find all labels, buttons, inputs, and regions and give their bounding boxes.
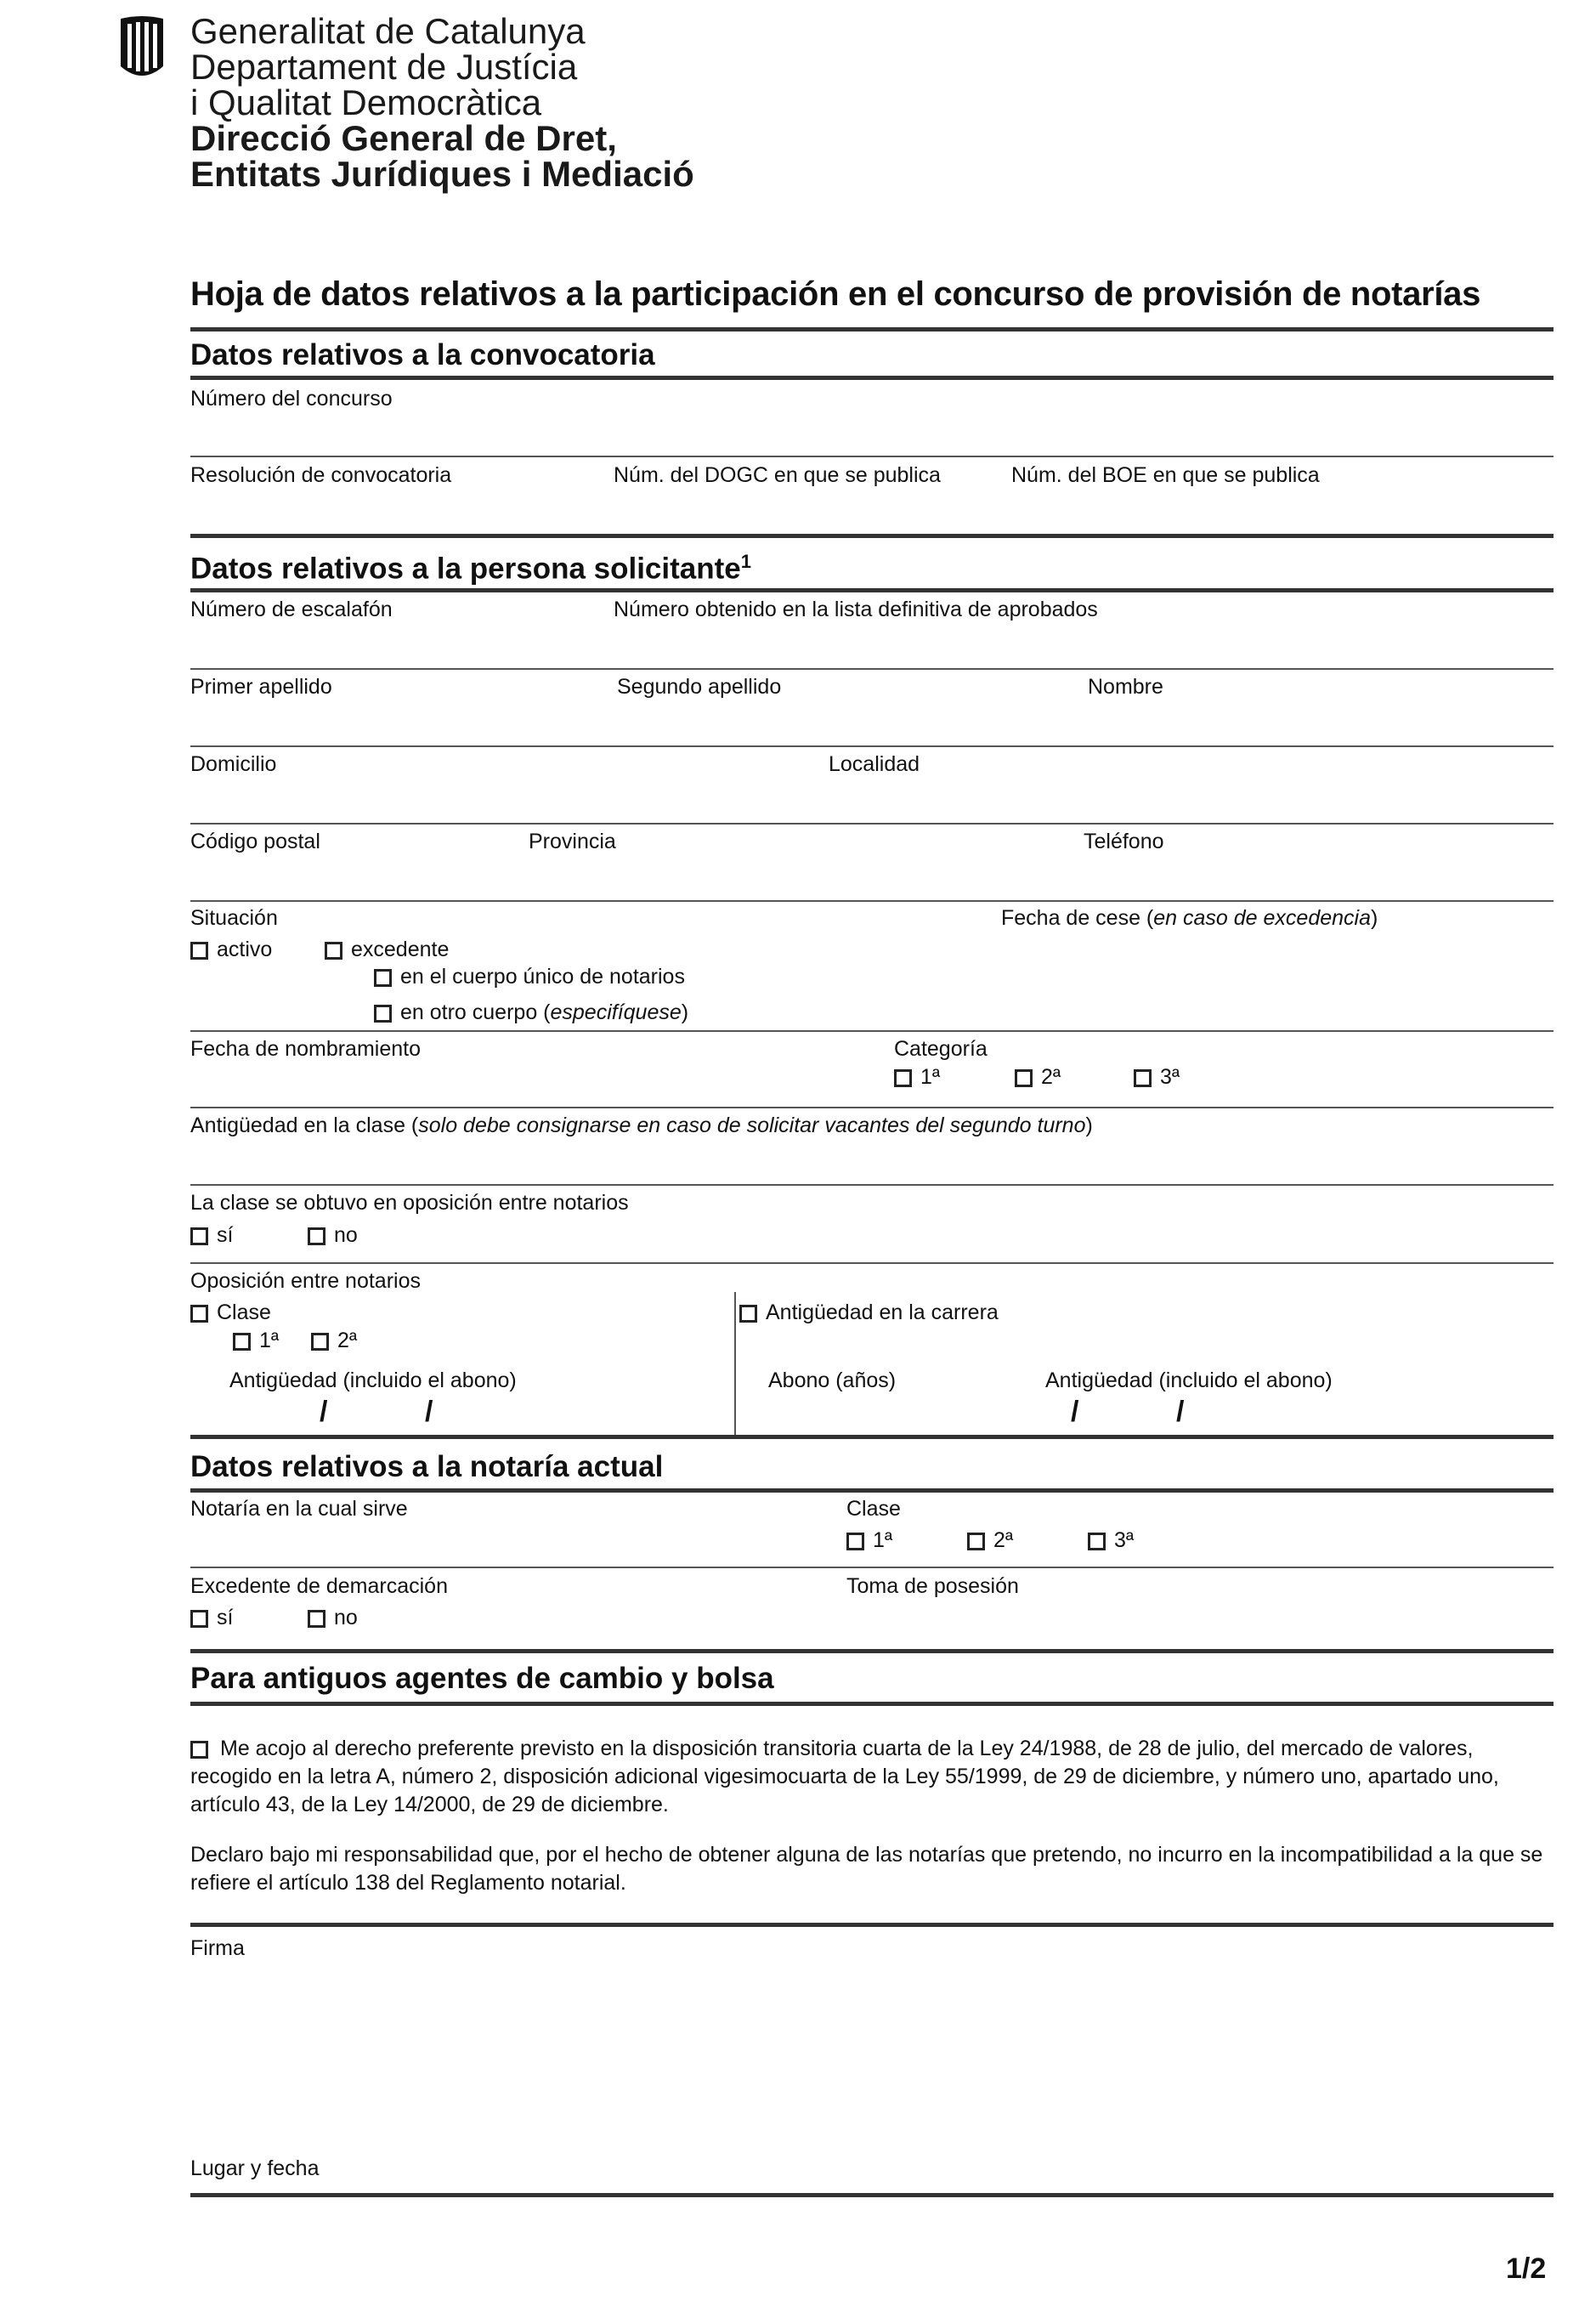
org-line-2: Departament de Justícia: [190, 47, 578, 87]
excedente-no-checkbox[interactable]: no: [308, 1606, 358, 1630]
antiguedad-abono-label: Antigüedad (incluido el abono): [229, 1368, 517, 1392]
oposicion-notarios-label: Oposición entre notarios: [190, 1269, 421, 1293]
section-heading-agentes: Para antiguos agentes de cambio y bolsa: [190, 1662, 774, 1695]
field-line[interactable]: [190, 1030, 1554, 1032]
clase-oposicion-label: La clase se obtuvo en oposición entre notarios: [190, 1191, 629, 1215]
dogc-label: Núm. del DOGC en que se publica: [614, 463, 941, 487]
direction-line-2: Entitats Jurídiques i Mediació: [190, 154, 694, 194]
field-line[interactable]: [190, 900, 1554, 902]
abono-anos-label: Abono (años): [768, 1368, 897, 1392]
fecha-cese-label: Fecha de cese (en caso de excedencia): [1001, 906, 1378, 930]
numero-concurso-label: Número del concurso: [190, 387, 393, 411]
date-separator: /: [425, 1396, 433, 1428]
resolucion-label: Resolución de convocatoria: [190, 463, 452, 487]
organization-header: [190, 11, 694, 194]
page-number: 1/2: [1506, 2252, 1547, 2285]
excedente-si-checkbox[interactable]: sí: [190, 1606, 233, 1630]
date-separator: /: [1176, 1396, 1185, 1428]
primer-apellido-label: Primer apellido: [190, 675, 332, 699]
declaracion-text: Declaro bajo mi responsabilidad que, por el hecho de obtener alguna de las notarías que pretendo, no incurro en la incompatibilidad a la que se refiere el artículo 138 del Reglamento notarial.: [190, 1843, 1543, 1895]
divider: [190, 1649, 1554, 1653]
cuerpo-unico-checkbox[interactable]: en el cuerpo único de notarios: [374, 965, 685, 989]
clase-1-checkbox[interactable]: 1ª: [233, 1329, 279, 1353]
categoria-2-checkbox[interactable]: 2ª: [1015, 1065, 1061, 1090]
column-divider: [734, 1292, 736, 1435]
nombre-label: Nombre: [1088, 675, 1163, 699]
categoria-1-checkbox[interactable]: 1ª: [894, 1065, 940, 1090]
section-heading-notaria: Datos relativos a la notaría actual: [190, 1450, 664, 1483]
field-line[interactable]: [190, 456, 1554, 457]
divider: [190, 534, 1554, 538]
localidad-label: Localidad: [829, 752, 920, 776]
telefono-label: Teléfono: [1084, 830, 1164, 853]
notaria-clase-3-checkbox[interactable]: 3ª: [1088, 1528, 1134, 1553]
footnote-marker: 1: [740, 551, 751, 572]
categoria-label: Categoría: [894, 1037, 988, 1061]
notaria-sirve-label: Notaría en la cual sirve: [190, 1497, 408, 1521]
document-title: Hoja de datos relativos a la participación en el concurso de provisión de notarías: [190, 275, 1481, 313]
divider: [190, 1435, 1554, 1439]
field-line[interactable]: [190, 745, 1554, 747]
situacion-label: Situación: [190, 906, 278, 930]
excedente-checkbox[interactable]: excedente: [325, 938, 449, 962]
field-line[interactable]: [190, 1107, 1554, 1108]
activo-checkbox[interactable]: activo: [190, 938, 272, 962]
notaria-clase-label: Clase: [846, 1497, 901, 1521]
derecho-preferente-checkbox[interactable]: Me acojo al derecho preferente previsto en la disposición transitoria cuarta de la Ley 24/1988, de 28 de julio, del mercado de valores, recogido en la letra A, número 2, disposición adicional vigesimocuarta de la Ley 55/1999, de 29 de diciembre, y número uno, apartado uno, artículo 43, de la Ley 14/2000, de 29 de diciembre.: [190, 1737, 1499, 1816]
divider: [190, 588, 1554, 592]
field-line[interactable]: [190, 823, 1554, 824]
divider: [190, 327, 1554, 332]
date-separator: /: [320, 1396, 328, 1428]
field-line[interactable]: [190, 1184, 1554, 1186]
codigo-postal-label: Código postal: [190, 830, 320, 853]
field-line[interactable]: [190, 1262, 1554, 1264]
divider: [190, 2193, 1554, 2197]
notaria-clase-2-checkbox[interactable]: 2ª: [967, 1528, 1013, 1553]
clase-checkbox[interactable]: Clase: [190, 1300, 271, 1325]
divider: [190, 1488, 1554, 1493]
lista-aprobados-label: Número obtenido en la lista definitiva de aprobados: [614, 598, 1098, 621]
boe-label: Núm. del BOE en que se publica: [1011, 463, 1320, 487]
clase-oposicion-no-checkbox[interactable]: no: [308, 1223, 358, 1248]
toma-posesion-label: Toma de posesión: [846, 1574, 1019, 1598]
fecha-nombramiento-label: Fecha de nombramiento: [190, 1037, 421, 1061]
escalafon-label: Número de escalafón: [190, 598, 393, 621]
org-line-1: Generalitat de Catalunya: [190, 11, 586, 51]
date-separator: /: [1071, 1396, 1079, 1428]
generalitat-logo-icon: [112, 15, 172, 82]
direction-line-1: Direcció General de Dret,: [190, 118, 617, 158]
domicilio-label: Domicilio: [190, 752, 277, 776]
antiguedad-clase-label: Antigüedad en la clase (solo debe consignarse en caso de solicitar vacantes del segundo turno): [190, 1114, 1093, 1137]
provincia-label: Provincia: [529, 830, 616, 853]
section-heading-convocatoria: Datos relativos a la convocatoria: [190, 338, 655, 371]
divider: [190, 1923, 1554, 1927]
antiguedad-abono-carrera-label: Antigüedad (incluido el abono): [1045, 1368, 1333, 1392]
divider: [190, 376, 1554, 380]
clase-oposicion-si-checkbox[interactable]: sí: [190, 1223, 233, 1248]
categoria-3-checkbox[interactable]: 3ª: [1134, 1065, 1180, 1090]
field-line[interactable]: [190, 668, 1554, 670]
excedente-demarcacion-label: Excedente de demarcación: [190, 1574, 448, 1598]
clase-2-checkbox[interactable]: 2ª: [311, 1329, 357, 1353]
firma-label: Firma: [190, 1936, 245, 1960]
segundo-apellido-label: Segundo apellido: [617, 675, 782, 699]
field-line[interactable]: [190, 1567, 1554, 1568]
section-heading-solicitante: Datos relativos a la persona solicitante$^1$: [190, 551, 751, 586]
org-line-3: i Qualitat Democràtica: [190, 82, 542, 122]
otro-cuerpo-checkbox[interactable]: en otro cuerpo (especifíquese): [374, 1000, 688, 1025]
notaria-clase-1-checkbox[interactable]: 1ª: [846, 1528, 892, 1553]
antiguedad-carrera-checkbox[interactable]: Antigüedad en la carrera: [739, 1300, 999, 1325]
divider: [190, 1702, 1554, 1706]
lugar-fecha-label: Lugar y fecha: [190, 2156, 320, 2180]
